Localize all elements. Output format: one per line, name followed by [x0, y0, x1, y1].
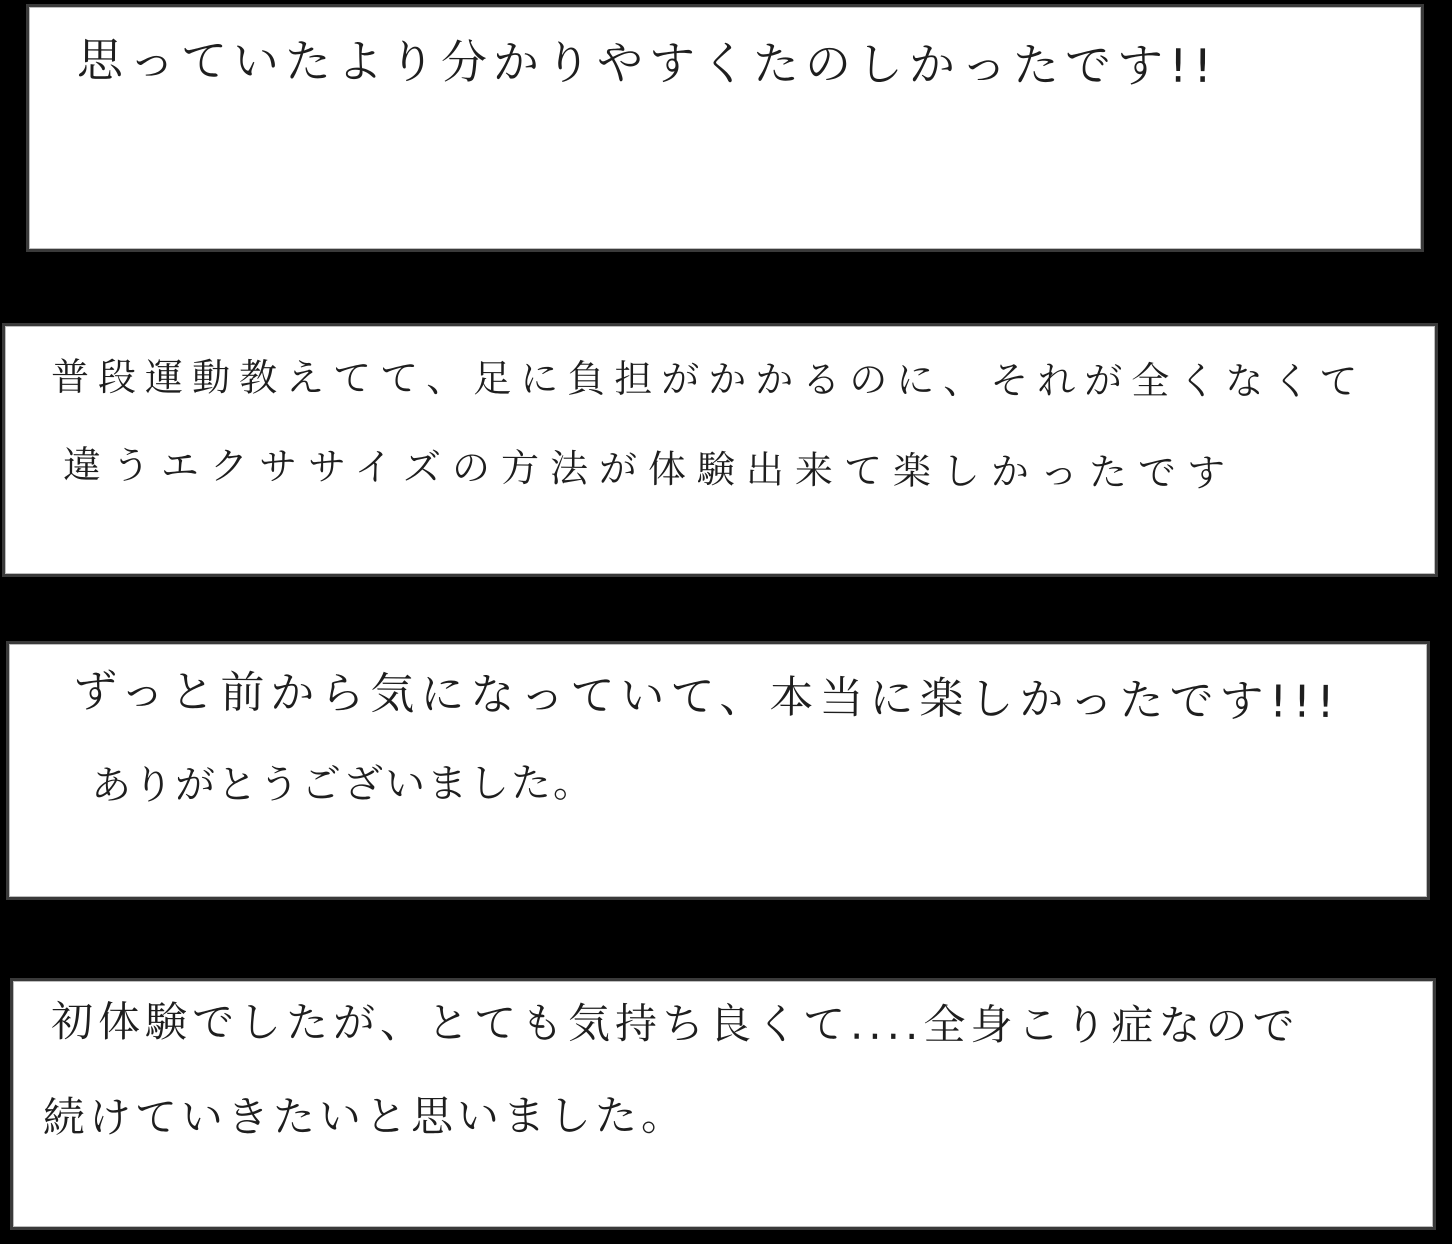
- comment-card-1: [26, 4, 1424, 252]
- handwritten-line: 思っていたより分かりやすくたのしかったです!!: [76, 33, 1219, 93]
- comment-card-4: [10, 978, 1436, 1230]
- handwritten-line: 違うエクササイズの方法が体験出来て楽しかったです: [62, 443, 1237, 496]
- handwritten-line: ずっと前から気になっていて、本当に楽しかったです!!!: [72, 666, 1341, 729]
- handwritten-line: 普段運動教えてて、足に負担がかかるのに、それが全くなくて: [50, 355, 1367, 404]
- handwritten-line: 続けていきたいと思いました。: [42, 1090, 688, 1142]
- comment-card-2: [2, 323, 1438, 577]
- handwritten-line: ありがとうございました。: [90, 760, 596, 809]
- handwritten-line: 初体験でしたが、とても気持ち良くて....全身こり症なので: [50, 997, 1300, 1051]
- comment-card-3: [6, 641, 1430, 900]
